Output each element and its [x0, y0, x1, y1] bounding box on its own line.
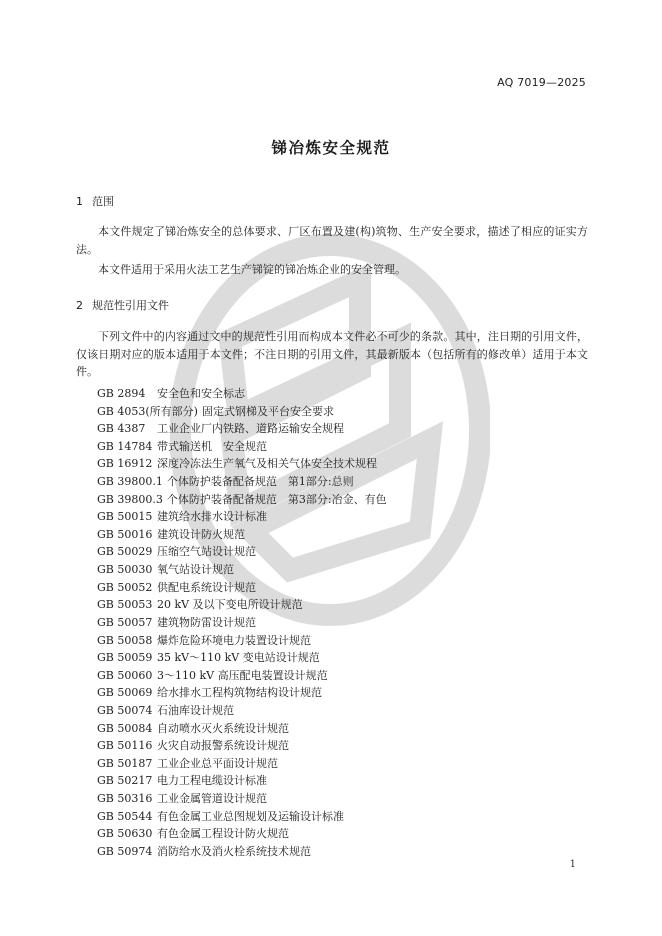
reference-item: [97, 737, 387, 755]
reference-title: 自动喷水灭火系统设计规范: [157, 721, 289, 735]
reference-code: GB 50116: [97, 739, 153, 753]
reference-title: 固定式钢梯及平台安全要求: [201, 404, 334, 418]
reference-code: GB 50053: [97, 598, 153, 612]
reference-item: [97, 596, 387, 614]
reference-title: 个体防护装备配备规范 第3部分:冶金、有色: [166, 492, 387, 506]
reference-title: 氧气站设计规范: [157, 563, 234, 577]
reference-code: GB 50069: [97, 686, 153, 700]
reference-item: [97, 455, 387, 473]
reference-title: 工业企业总平面设计规范: [157, 756, 278, 770]
reference-code: GB 14784: [97, 439, 153, 453]
reference-code: GB 50057: [97, 615, 153, 629]
reference-code: GB 50059: [97, 651, 153, 665]
reference-code: GB 4387: [97, 422, 146, 436]
reference-item: [97, 561, 387, 579]
reference-item: [97, 808, 387, 826]
reference-code: GB 4053(所有部分): [97, 404, 198, 418]
section-heading-normative-references: [76, 297, 169, 313]
reference-title: 石油库设计规范: [157, 703, 234, 717]
reference-title: 有色金属工业总图规划及运输设计标准: [157, 809, 344, 823]
reference-title: 消防给水及消火栓系统技术规范: [157, 844, 311, 858]
reference-code: GB 50074: [97, 703, 153, 717]
reference-code: GB 50974: [97, 844, 153, 858]
reference-title: 爆炸危险环境电力装置设计规范: [157, 633, 311, 647]
reference-list: [97, 385, 387, 860]
reference-title: 安全色和安全标志: [157, 387, 245, 400]
reference-item: [97, 667, 387, 685]
reference-title: 建筑物防雷设计规范: [157, 615, 256, 629]
reference-item: [97, 508, 387, 526]
reference-title: 个体防护装备配备规范 第1部分:总则: [166, 475, 354, 489]
reference-item: [97, 790, 387, 808]
reference-item: [97, 473, 387, 491]
reference-item: [97, 385, 387, 403]
reference-code: GB 50058: [97, 633, 153, 647]
scope-paragraph-1: 本文件规定了锑冶炼安全的总体要求、厂区布置及建(构)筑物、生产安全要求，描述了相应的证实方法。: [76, 225, 588, 256]
reference-title: 供配电系统设计规范: [157, 580, 256, 594]
references-intro-paragraph: 下列文件中的内容通过文中的规范性引用而构成本文件必不可少的条款。其中，注日期的引用文件，仅该日期对应的版本适用于本文件；不注日期的引用文件，其最新版本（包括所有的修改单）适用于本文件。: [76, 330, 588, 378]
reference-title: 35 kV～110 kV 变电站设计规范: [157, 651, 320, 665]
reference-title: 工业金属管道设计规范: [157, 792, 267, 806]
reference-code: GB 50084: [97, 721, 153, 735]
reference-item: [97, 632, 387, 650]
reference-item: [97, 526, 387, 544]
reference-code: GB 50217: [97, 774, 153, 788]
reference-item: [97, 543, 387, 561]
standard-code: AQ 7019—2025: [497, 76, 586, 89]
reference-code: GB 50029: [97, 545, 153, 559]
reference-code: GB 50630: [97, 827, 153, 841]
reference-item: [97, 491, 387, 509]
reference-code: GB 50544: [97, 809, 153, 823]
reference-item: [97, 403, 387, 421]
reference-title: 有色金属工程设计防火规范: [157, 827, 289, 841]
page-number: 1: [569, 859, 576, 870]
reference-code: GB 16912: [97, 457, 153, 471]
reference-item: [97, 755, 387, 773]
reference-item: [97, 579, 387, 597]
reference-code: GB 2894: [97, 387, 146, 400]
reference-item: [97, 772, 387, 790]
reference-title: 带式输送机 安全规范: [157, 439, 267, 453]
reference-title: 火灾自动报警系统设计规范: [157, 739, 289, 753]
section-title: 规范性引用文件: [92, 299, 169, 312]
document-title: 锑冶炼安全规范: [271, 139, 391, 157]
reference-item: [97, 420, 387, 438]
section-heading-scope: [76, 193, 114, 209]
reference-item: [97, 843, 387, 861]
reference-title: 建筑给水排水设计标准: [157, 510, 267, 524]
reference-item: [97, 720, 387, 738]
reference-title: 工业企业厂内铁路、道路运输安全规程: [157, 422, 344, 436]
reference-code: GB 50015: [97, 510, 153, 524]
reference-item: [97, 614, 387, 632]
reference-title: 深度冷冻法生产氧气及相关气体安全技术规程: [157, 457, 377, 471]
reference-item: [97, 702, 387, 720]
reference-code: GB 50016: [97, 527, 153, 541]
reference-title: 电力工程电缆设计标准: [157, 774, 267, 788]
reference-item: [97, 438, 387, 456]
reference-code: GB 50316: [97, 792, 153, 806]
reference-code: GB 39800.3: [97, 492, 163, 506]
reference-title: 压缩空气站设计规范: [157, 545, 256, 559]
reference-item: [97, 825, 387, 843]
reference-code: GB 50060: [97, 668, 153, 682]
reference-code: GB 39800.1: [97, 475, 163, 489]
reference-code: GB 50052: [97, 580, 153, 594]
reference-title: 给水排水工程构筑物结构设计规范: [157, 686, 322, 700]
section-number: 1: [76, 195, 83, 208]
section-title: 范围: [92, 195, 114, 208]
section-number: 2: [76, 299, 83, 312]
reference-title: 建筑设计防火规范: [157, 527, 245, 541]
reference-item: [97, 649, 387, 667]
reference-code: GB 50187: [97, 756, 153, 770]
reference-item: [97, 684, 387, 702]
reference-code: GB 50030: [97, 563, 153, 577]
reference-title: 3～110 kV 高压配电装置设计规范: [157, 668, 328, 682]
scope-paragraph-2: 本文件适用于采用火法工艺生产锑锭的锑冶炼企业的安全管理。: [98, 263, 406, 276]
reference-title: 20 kV 及以下变电所设计规范: [157, 598, 303, 612]
